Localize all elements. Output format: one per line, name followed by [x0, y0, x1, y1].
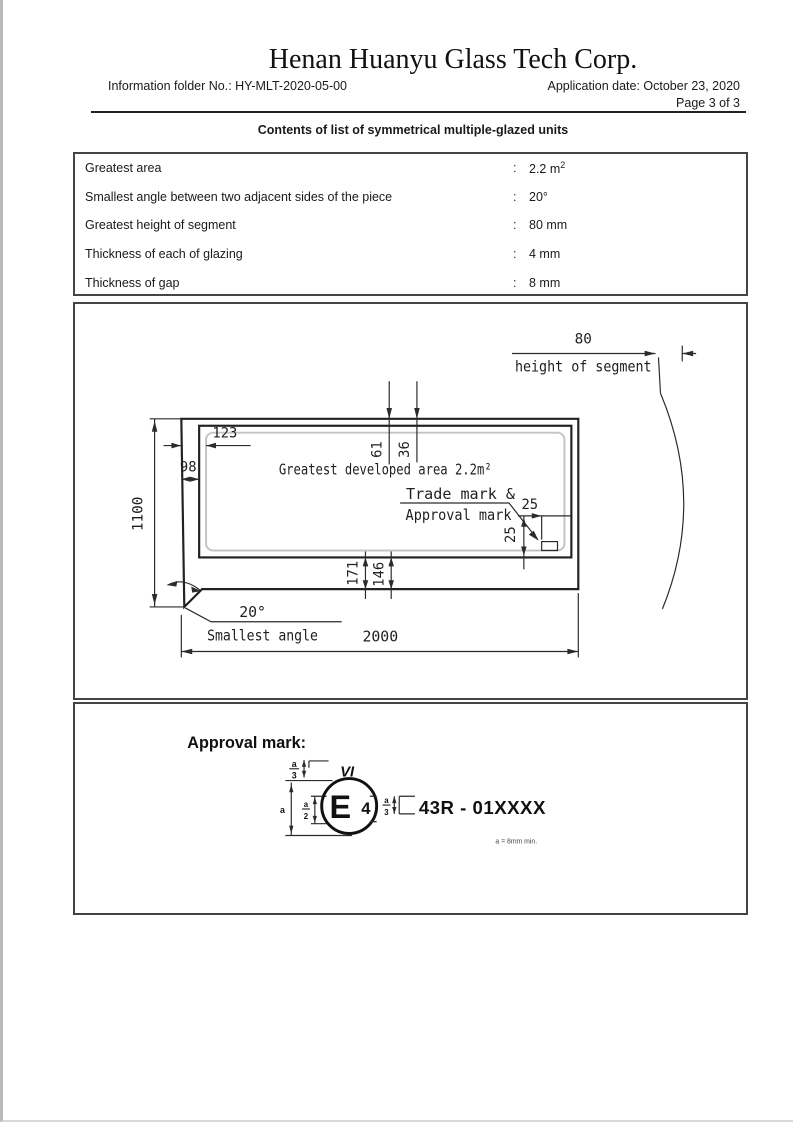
- trademark-label-line2: Approval mark: [405, 505, 512, 524]
- svg-text:a: a: [303, 800, 309, 810]
- trademark-label-line1: Trade mark &: [406, 485, 516, 504]
- row-label: Thickness of each of glazing: [85, 247, 243, 262]
- table-row: [75, 240, 746, 269]
- row-separator: :: [513, 275, 517, 290]
- dim-171: 171: [345, 560, 362, 586]
- glazing-unit-drawing: [75, 304, 746, 698]
- svg-text:a: a: [279, 804, 285, 815]
- dim-123-lines: [164, 443, 251, 449]
- e-mark-number: 4: [361, 798, 371, 818]
- dim-1100-lines: [150, 419, 185, 607]
- svg-text:a: a: [291, 758, 297, 769]
- company-title: Henan Huanyu Glass Tech Corp.: [268, 44, 638, 75]
- height-of-segment-label: height of segment: [514, 358, 652, 376]
- row-separator: :: [513, 161, 517, 176]
- information-folder-no: Information folder No.: HY-MLT-2020-05-00: [108, 79, 348, 93]
- approval-mark-panel: [73, 702, 748, 915]
- row-value: 4 mm: [529, 247, 561, 262]
- row-value: 20°: [529, 189, 548, 204]
- row-label: Greatest area: [85, 161, 162, 176]
- table-row: [75, 183, 746, 212]
- row-label: Thickness of gap: [85, 275, 180, 290]
- header-divider: [91, 111, 746, 113]
- technical-drawing-panel: [73, 302, 748, 700]
- application-date: Application date: October 23, 2020: [547, 79, 740, 93]
- trademark-box: [542, 542, 558, 551]
- svg-text:3: 3: [384, 807, 389, 817]
- dim-61: 61: [369, 441, 386, 458]
- row-value: 80 mm: [529, 218, 568, 233]
- dim-25-horizontal: 25: [521, 496, 539, 513]
- a-third-dim-top: [285, 759, 332, 781]
- dim-2000: 2000: [362, 628, 399, 646]
- dim-36: 36: [397, 441, 414, 458]
- row-separator: :: [513, 189, 517, 204]
- approval-code: 43R - 01XXXX: [418, 796, 546, 818]
- smallest-angle-label: Smallest angle: [207, 627, 319, 645]
- section-heading: Contents of list of symmetrical multiple-glazed units: [257, 123, 569, 137]
- dim-1100: 1100: [130, 496, 147, 532]
- height-of-segment-lines: [512, 346, 696, 609]
- dim-146: 146: [371, 561, 388, 587]
- size-note: a = 8mm min.: [495, 838, 538, 846]
- row-separator: :: [513, 218, 517, 233]
- developed-area-label: Greatest developed area 2.2m²: [278, 460, 492, 479]
- e-mark-letter: E: [329, 788, 352, 825]
- dim-2000-lines: [181, 593, 578, 657]
- row-separator: :: [513, 247, 517, 262]
- row-value: 8 mm: [529, 275, 561, 290]
- dim-98-lines: [181, 477, 199, 482]
- dim-98: 98: [179, 459, 197, 476]
- row-label: Smallest angle between two adjacent sides of the piece: [85, 189, 393, 204]
- dim-123: 123: [212, 425, 238, 442]
- glazing-class-mark: VI: [340, 764, 355, 781]
- dim-80: 80: [574, 331, 592, 348]
- svg-text:3: 3: [291, 770, 297, 781]
- approval-mark-drawing: [75, 704, 746, 913]
- table-row: [75, 211, 746, 240]
- row-value: 2.2 $m^2$: [529, 160, 566, 177]
- svg-text:a: a: [384, 796, 389, 806]
- a-third-dim-code: [383, 796, 415, 817]
- row-label: Greatest height of segment: [85, 218, 236, 233]
- dim-25-vertical: 25: [502, 526, 519, 543]
- document-info-row: [108, 79, 740, 93]
- spec-table: [73, 152, 748, 296]
- segment-arc: [660, 393, 683, 609]
- table-row: [75, 154, 746, 183]
- svg-text:2: 2: [303, 811, 309, 821]
- approval-mark-title: Approval mark:: [187, 734, 307, 753]
- table-row: [75, 268, 746, 297]
- page-number: Page 3 of 3: [676, 96, 740, 110]
- dim-20-degrees: 20°: [239, 603, 267, 621]
